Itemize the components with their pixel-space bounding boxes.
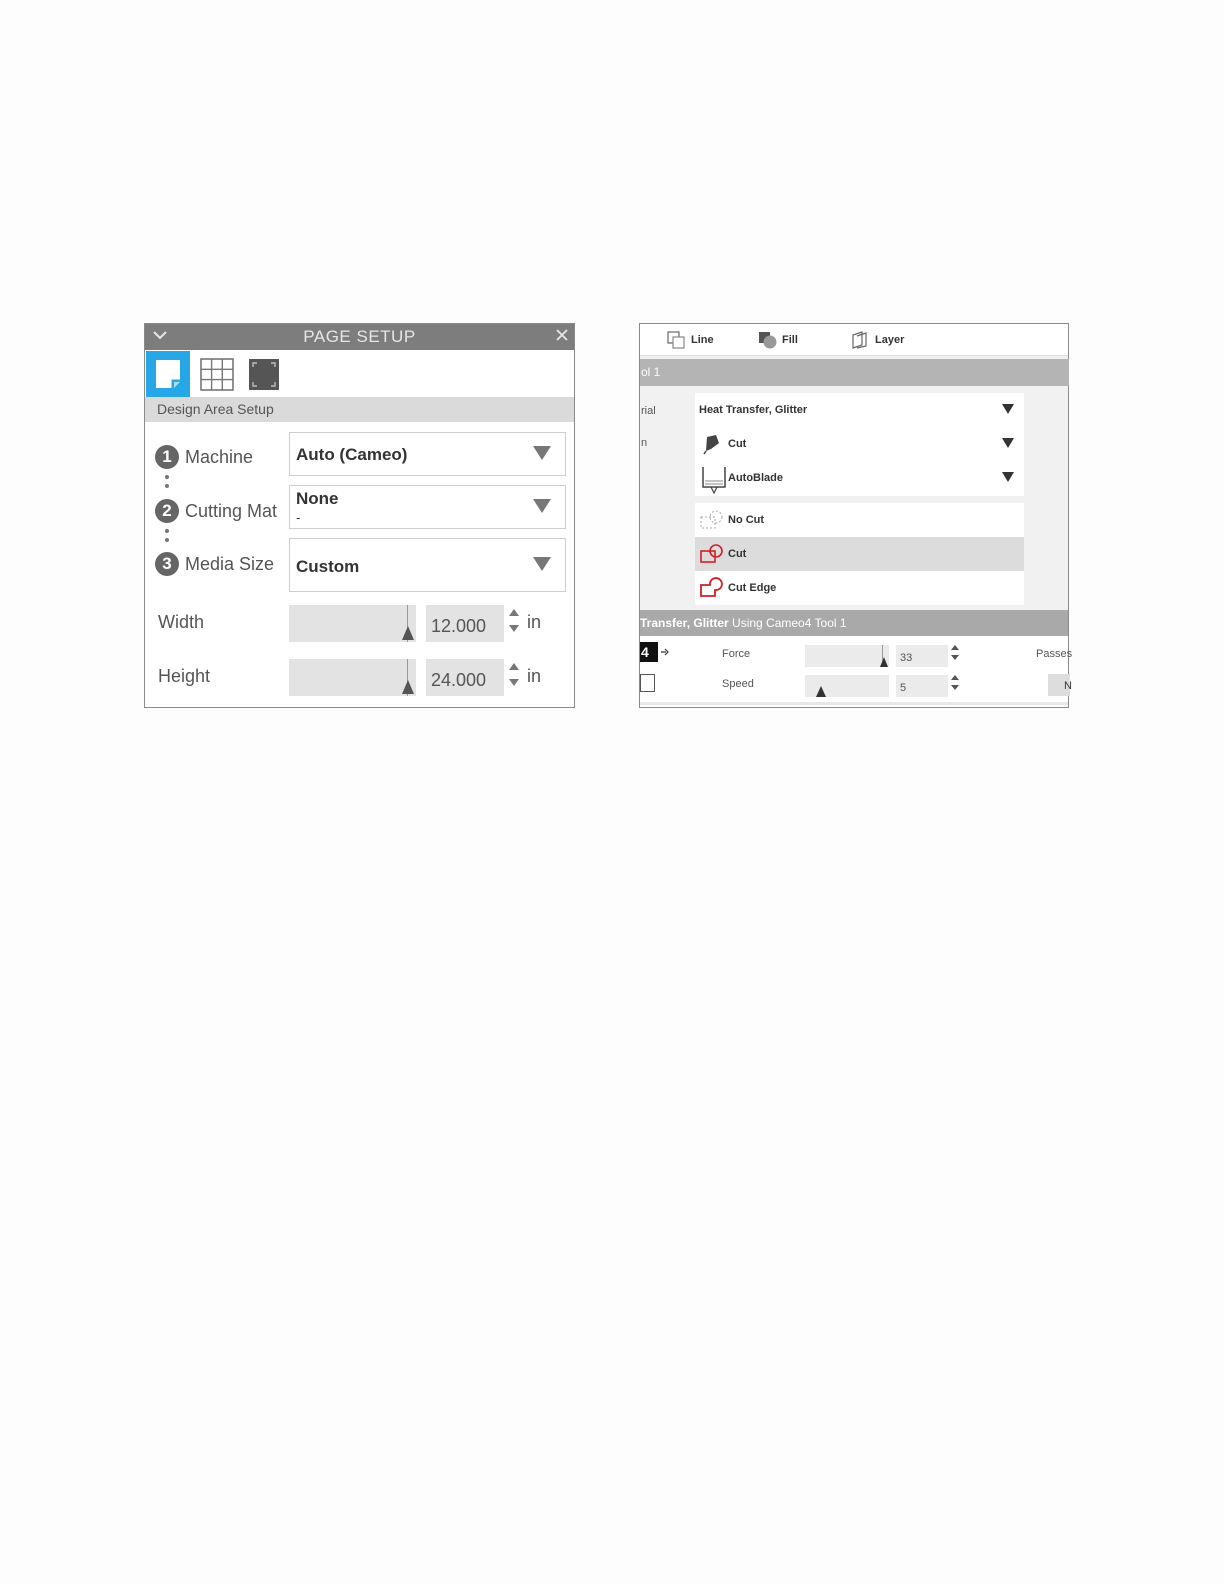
force-spinner[interactable] <box>951 645 959 660</box>
cutting-mat-label: Cutting Mat <box>185 501 278 521</box>
checkbox[interactable] <box>640 674 655 692</box>
width-input[interactable]: 12.000 <box>426 605 504 642</box>
slider-handle-icon[interactable] <box>816 686 826 697</box>
height-input[interactable]: 24.000 <box>426 659 504 696</box>
media-size-value: Custom <box>296 557 360 576</box>
tab-design-area[interactable] <box>146 351 190 397</box>
option-cut[interactable] <box>695 537 1024 571</box>
slider-handle-icon[interactable] <box>402 626 414 640</box>
tab-fill-label: Fill <box>782 334 798 346</box>
media-size-dropdown[interactable] <box>289 538 566 592</box>
panel-title-bar <box>145 324 574 350</box>
no-cut-icon <box>699 509 725 531</box>
layer-icon <box>851 331 871 349</box>
tab-line-label: Line <box>691 334 714 346</box>
cutting-mat-value: None <box>296 489 339 508</box>
spin-up-icon[interactable] <box>951 675 959 680</box>
width-spinner[interactable] <box>509 609 521 632</box>
material-value: Heat Transfer, Glitter <box>699 404 808 416</box>
status-material: Transfer, Glitter <box>640 616 729 630</box>
material-dropdown[interactable] <box>695 393 1024 427</box>
step-connector <box>165 475 169 493</box>
dropdown-arrow-icon <box>533 499 551 513</box>
passes-button[interactable]: N <box>1048 674 1070 696</box>
dropdown-arrow-icon <box>533 446 551 460</box>
machine-value: Auto (Cameo) <box>296 445 408 464</box>
status-tool: Using Cameo4 Tool 1 <box>728 616 847 630</box>
width-unit: in <box>527 612 542 632</box>
speed-input[interactable]: 5 <box>896 675 948 697</box>
panel-title: PAGE SETUP <box>303 327 416 346</box>
option-no-cut[interactable] <box>695 503 1024 537</box>
settings-dropdowns <box>695 393 1024 496</box>
line-icon <box>667 331 687 349</box>
spin-up-icon[interactable] <box>509 663 519 670</box>
tab-layer[interactable] <box>851 331 921 349</box>
tab-layer-label: Layer <box>875 334 905 346</box>
blade-depth-badge: 4 <box>640 642 658 662</box>
passes-label: Passes <box>1036 648 1073 660</box>
status-bar <box>640 610 1068 636</box>
step-number-3: 3 <box>155 552 179 576</box>
width-slider[interactable] <box>289 605 416 642</box>
spin-down-icon[interactable] <box>509 625 519 632</box>
height-spinner[interactable] <box>509 663 521 686</box>
step-number-1: 1 <box>155 445 179 469</box>
blade-settings <box>640 636 1073 707</box>
slider-handle-icon[interactable] <box>402 680 414 694</box>
spin-down-icon[interactable] <box>951 685 959 690</box>
spin-up-icon[interactable] <box>951 645 959 650</box>
action-side-label: n <box>641 437 648 449</box>
speed-slider[interactable] <box>805 675 889 697</box>
speed-label: Speed <box>722 678 754 690</box>
cut-settings-tabs <box>640 324 1068 356</box>
spin-down-icon[interactable] <box>509 679 519 686</box>
height-slider[interactable] <box>289 659 416 696</box>
close-icon[interactable] <box>554 327 570 343</box>
slider-handle-icon[interactable] <box>880 657 888 667</box>
tool-header: ol 1 <box>640 359 1069 386</box>
fill-icon <box>758 331 778 349</box>
machine-dropdown[interactable] <box>289 432 566 476</box>
material-side-label: rial <box>641 405 656 417</box>
tab-registration[interactable] <box>242 351 286 397</box>
grid-icon <box>195 351 239 397</box>
step-connector <box>165 529 169 547</box>
tool-value: AutoBlade <box>728 472 783 484</box>
tab-line[interactable] <box>667 331 737 349</box>
dropdown-arrow-icon <box>1002 404 1014 414</box>
tab-fill[interactable] <box>758 331 818 349</box>
dropdown-arrow-icon <box>1002 472 1014 482</box>
option-cut-edge[interactable] <box>695 571 1024 605</box>
tab-grid[interactable] <box>195 351 239 397</box>
dropdown-arrow-icon <box>1002 438 1014 448</box>
machine-label: Machine <box>185 447 254 467</box>
no-cut-label: No Cut <box>728 514 765 526</box>
speed-spinner[interactable] <box>951 675 959 690</box>
width-label: Width <box>158 612 205 632</box>
registration-marks-icon <box>242 351 286 397</box>
cut-edge-icon <box>699 577 725 599</box>
tool-dropdown[interactable] <box>695 461 1024 495</box>
page-icon <box>146 351 190 397</box>
action-value: Cut <box>728 438 747 450</box>
panel-divider <box>640 702 1068 705</box>
arrow-right-icon <box>661 649 669 655</box>
media-size-label: Media Size <box>185 554 275 574</box>
dropdown-arrow-icon <box>533 557 551 571</box>
section-header: Design Area Setup <box>145 397 574 422</box>
blade-icon <box>701 433 723 455</box>
cut-options-list <box>695 503 1024 605</box>
step-number-2: 2 <box>155 499 179 523</box>
height-label: Height <box>158 666 211 686</box>
force-input[interactable]: 33 <box>896 645 948 667</box>
page-setup-panel <box>144 323 575 708</box>
cutting-mat-subvalue: - <box>296 510 301 525</box>
cutting-mat-dropdown[interactable] <box>289 485 566 529</box>
height-unit: in <box>527 666 542 686</box>
force-slider[interactable] <box>805 645 889 667</box>
cut-settings-panel <box>639 323 1073 708</box>
page-setup-tabs <box>145 350 574 397</box>
spin-up-icon[interactable] <box>509 609 519 616</box>
force-label: Force <box>722 648 751 660</box>
spin-down-icon[interactable] <box>951 655 959 660</box>
action-dropdown[interactable] <box>695 427 1024 461</box>
cut-edge-label: Cut Edge <box>728 582 777 594</box>
autoblade-icon <box>701 467 727 495</box>
cut-icon <box>699 543 725 565</box>
cut-label: Cut <box>728 548 747 560</box>
